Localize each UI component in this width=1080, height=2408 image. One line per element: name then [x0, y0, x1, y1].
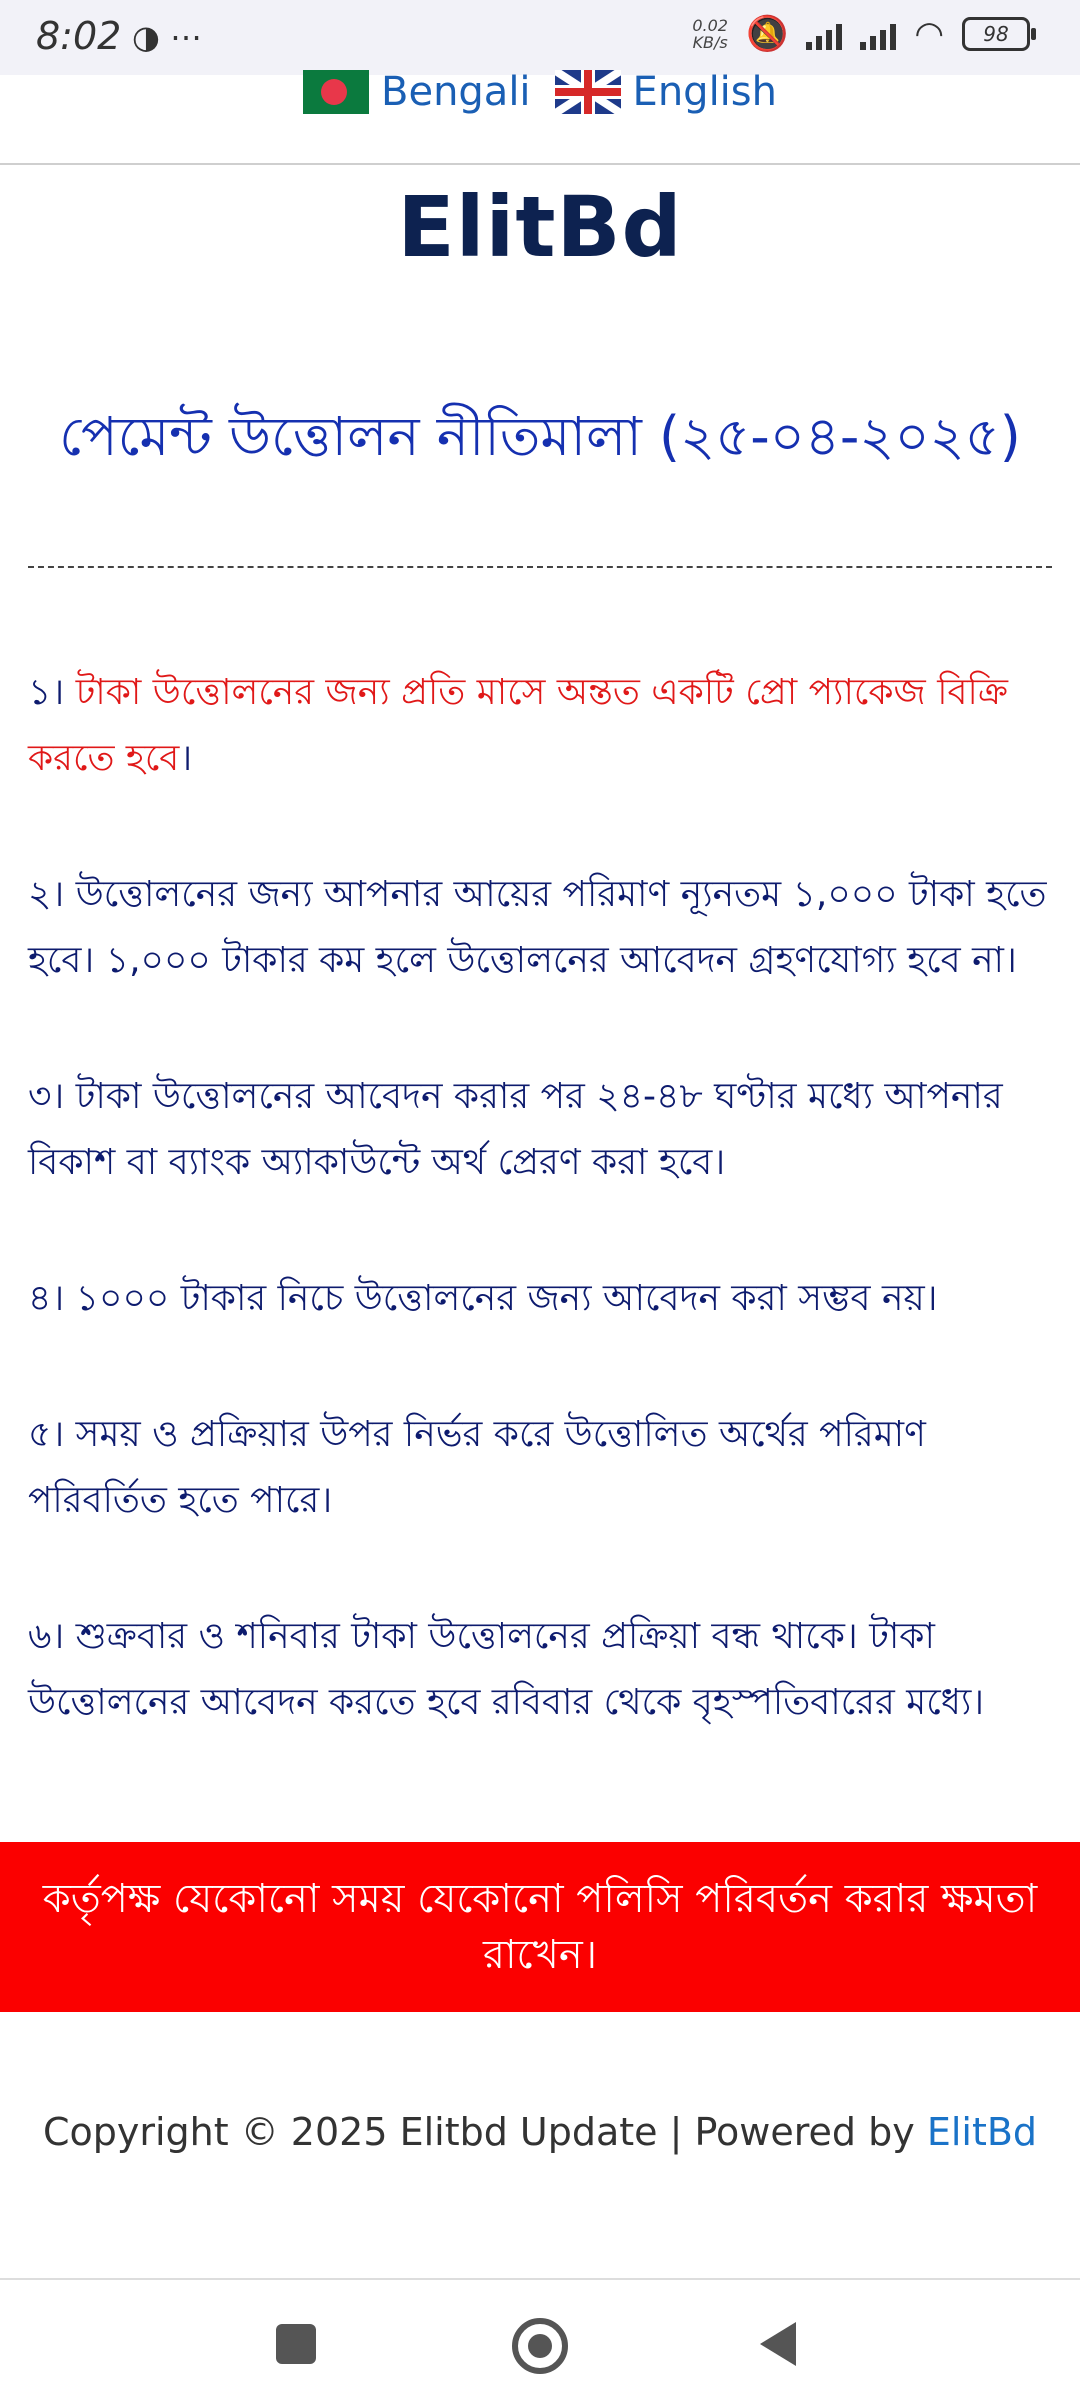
navigation-bar [0, 2280, 1080, 2408]
network-speed-unit: KB/s [692, 33, 728, 52]
status-notification-icons: ◑ ⋯ [132, 18, 203, 56]
back-icon[interactable] [760, 2322, 796, 2366]
language-english[interactable] [555, 69, 777, 115]
language-english-label: English [632, 69, 777, 115]
status-bar [0, 0, 1080, 75]
language-switcher [0, 69, 1080, 165]
policy-list [28, 660, 1058, 1806]
network-speed-value: 0.02 [692, 16, 728, 35]
policy-rule-1-text: টাকা উত্তোলনের জন্য প্রতি মাসে অন্তত একটি প্রো প্যাকেজ বিক্রি করতে হবে [28, 672, 1008, 779]
page-title: পেমেন্ট উত্তোলন নীতিমালা (২৫-০৪-২০২৫) [59, 405, 1021, 468]
status-right-icons [692, 14, 1030, 54]
policy-rule-5: ৫। সময় ও প্রক্রিয়ার উপর নির্ভর করে উত্তোলিত অর্থের পরিমাণ পরিবর্তিত হতে পারে। [28, 1414, 926, 1521]
policy-rule-1-end: । [179, 738, 193, 779]
wifi-icon: ◠ [914, 14, 944, 54]
policy-rule-3: ৩। টাকা উত্তোলনের আবেদন করার পর ২৪-৪৮ ঘণ্টার মধ্যে আপনার বিকাশ বা ব্যাংক অ্যাকাউন্টে অর্থ প্রেরণ করা হবে। [28, 1076, 1003, 1183]
policy-rule-4: ৪। ১০০০ টাকার নিচে উত্তোলনের জন্য আবেদন করা সম্ভব নয়। [28, 1278, 938, 1319]
bangladesh-flag-icon [303, 70, 369, 114]
battery-level: 98 [983, 22, 1009, 46]
site-logo[interactable]: ElitBd [397, 178, 683, 276]
status-time: 8:02 [36, 14, 122, 58]
mute-icon: 🔕 [745, 14, 789, 54]
signal-icon-2 [860, 18, 896, 50]
authority-notice-text: কর্তৃপক্ষ যেকোনো সময় যেকোনো পলিসি পরিবর্তন করার ক্ষমতা রাখেন। [42, 1876, 1038, 1978]
footer [0, 2110, 1080, 2154]
home-icon[interactable] [512, 2318, 568, 2374]
language-bengali-label: Bengali [381, 69, 531, 115]
footer-brand-link[interactable]: ElitBd [926, 2110, 1038, 2154]
copyright-text: Copyright © 2025 Elitbd Update | Powered by [42, 2110, 927, 2154]
network-speed [692, 17, 728, 51]
recent-apps-icon[interactable] [276, 2324, 316, 2364]
policy-rule-6: ৬। শুক্রবার ও শনিবার টাকা উত্তোলনের প্রক্রিয়া বন্ধ থাকে। টাকা উত্তোলনের আবেদন করতে হবে রবিবার থেকে বৃহস্পতিবারের মধ্যে। [28, 1616, 985, 1723]
uk-flag-icon [555, 70, 621, 114]
policy-rule-1-number: ১। [28, 672, 76, 713]
signal-icon [806, 18, 842, 50]
divider [28, 566, 1052, 568]
policy-rule-1 [28, 660, 1058, 792]
authority-notice-banner [0, 1842, 1080, 2012]
language-bengali[interactable] [303, 69, 531, 115]
policy-rule-2: ২। উত্তোলনের জন্য আপনার আয়ের পরিমাণ ন্যূনতম ১,০০০ টাকা হতে হবে। ১,০০০ টাকার কম হলে উত্তোলনের আবেদন গ্রহণযোগ্য হবে না। [28, 874, 1047, 981]
battery-icon [962, 17, 1030, 51]
